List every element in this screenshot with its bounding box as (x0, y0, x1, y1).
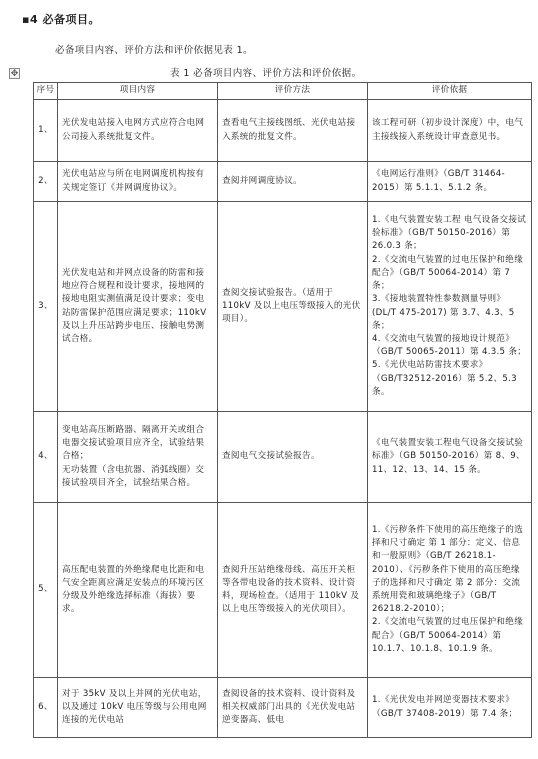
row-content: 光伏发电站接入电网方式应符合电网公司接入系统批复文件。 (58, 100, 218, 162)
table-caption: 表 1 必备项目内容、评价方法和评价依据。 (170, 68, 362, 79)
header-no: 序号 (34, 83, 58, 100)
section-heading: ▪4 必备项目。 (22, 13, 100, 26)
table-move-handle-icon[interactable]: ✥ (10, 69, 19, 79)
header-content: 项目内容 (58, 83, 218, 100)
table-row (34, 162, 532, 202)
row-content: 光伏发电站和并网点设备的防雷和接地应符合规程和设计要求，接地网的接地电阻实测值满足设计要求；变电站防雷保护范围应满足要求；110kV 及以上升压站跨步电压、接触电势测试合格。 (58, 202, 218, 412)
table-row (34, 202, 532, 412)
row-method: 查阅并网调度协议。 (218, 162, 368, 202)
row-number: 3、 (34, 202, 58, 412)
row-number: 5、 (34, 503, 58, 678)
row-method: 查看电气主接线图纸、光伏电站接入系统的批复文件。 (218, 100, 368, 162)
row-basis: 1.《污秽条件下使用的高压绝缘子的选择和尺寸确定 第 1 部分：定义、信息和一般原则》（GB/T 26218.1-2010）、《污秽条件下使用的高压绝缘子的选择和尺寸确定 第 2 部分：交流系统用瓷和玻璃绝缘子》（GB/T 26218.2-2010）； 2.《交流电气装置的过电压保护和绝缘配合》（GB/T 50064-2014）第 10.1.7、10.1.8、10.1.9 条。 (368, 503, 532, 678)
row-basis: 《电气装置安装工程电气设备交接试验标准》（GB 50150-2016）第 8、9、11、12、13、14、15 条。 (368, 412, 532, 503)
row-content: 对于 35kV 及以上并网的光伏电站，以及通过 10kV 电压等级与公用电网连接的光伏电站 (58, 678, 218, 738)
row-number: 1、 (34, 100, 58, 162)
row-basis: 《电网运行准则》（GB/T 31464-2015）第 5.1.1、5.1.2 条。 (368, 162, 532, 202)
table-body (34, 100, 532, 738)
row-number: 2、 (34, 162, 58, 202)
row-content: 光伏电站应与所在电网调度机构按有关规定签订《并网调度协议》。 (58, 162, 218, 202)
row-method: 查阅升压站绝缘母线、高压开关柜等各带电设备的技术资料、设计资料，现场检查。（适用于 110kV 及以上电压等级接入的光伏项目）。 (218, 503, 368, 678)
row-method: 查阅交接试验报告。（适用于 110kV 及以上电压等级接入的光伏项目）。 (218, 202, 368, 412)
row-basis: 该工程可研（初步设计深度）中，电气主接线接入系统设计审查意见书。 (368, 100, 532, 162)
row-number: 6、 (34, 678, 58, 738)
row-number: 4、 (34, 412, 58, 503)
header-method: 评价方法 (218, 83, 368, 100)
row-basis: 1.《电气装置安装工程 电气设备交接试验标准》（GB/T 50150-2016）第 26.0.3 条； 2.《交流电气装置的过电压保护和绝缘配合》（GB/T 50064-2014）第 7 条； 3.《接地装置特性参数测量导则》(DL/T 475-2017) 第 3.7、4.3、5 条； 4.《交流电气装置的接地设计规范》（GB/T 50065-2011）第 4.3.5 条； 5.《光伏电站防雷技术要求》（GB/T32512-2016）第 5.2、5.3 条。 (368, 202, 532, 412)
row-method: 查阅设备的技术资料、设计资料及相关权威部门出具的《光伏发电站逆变器高、低电 (218, 678, 368, 738)
row-method: 查阅电气交接试验报告。 (218, 412, 368, 503)
table-row (34, 503, 532, 678)
row-content: 变电站高压断路器、隔离开关或组合电器交接试验项目应齐全，试验结果合格； 无功装置（含电抗器、消弧线圈）交接试验项目齐全，试验结果合格。 (58, 412, 218, 503)
intro-text: 必备项目内容、评价方法和评价依据见表 1。 (55, 45, 253, 56)
header-basis: 评价依据 (368, 83, 532, 100)
requirements-table (33, 82, 532, 738)
table-row (34, 412, 532, 503)
row-basis: 1.《光伏发电并网逆变器技术要求》（GB/T 37408-2019）第 7.4 条； (368, 678, 532, 738)
row-content: 高压配电装置的外绝缘爬电比距和电气安全距离应满足安装点的环境污区分级及外绝缘选择标准（海拔）要求。 (58, 503, 218, 678)
table-row (34, 100, 532, 162)
table-header-row (34, 83, 532, 100)
table-row (34, 678, 532, 738)
